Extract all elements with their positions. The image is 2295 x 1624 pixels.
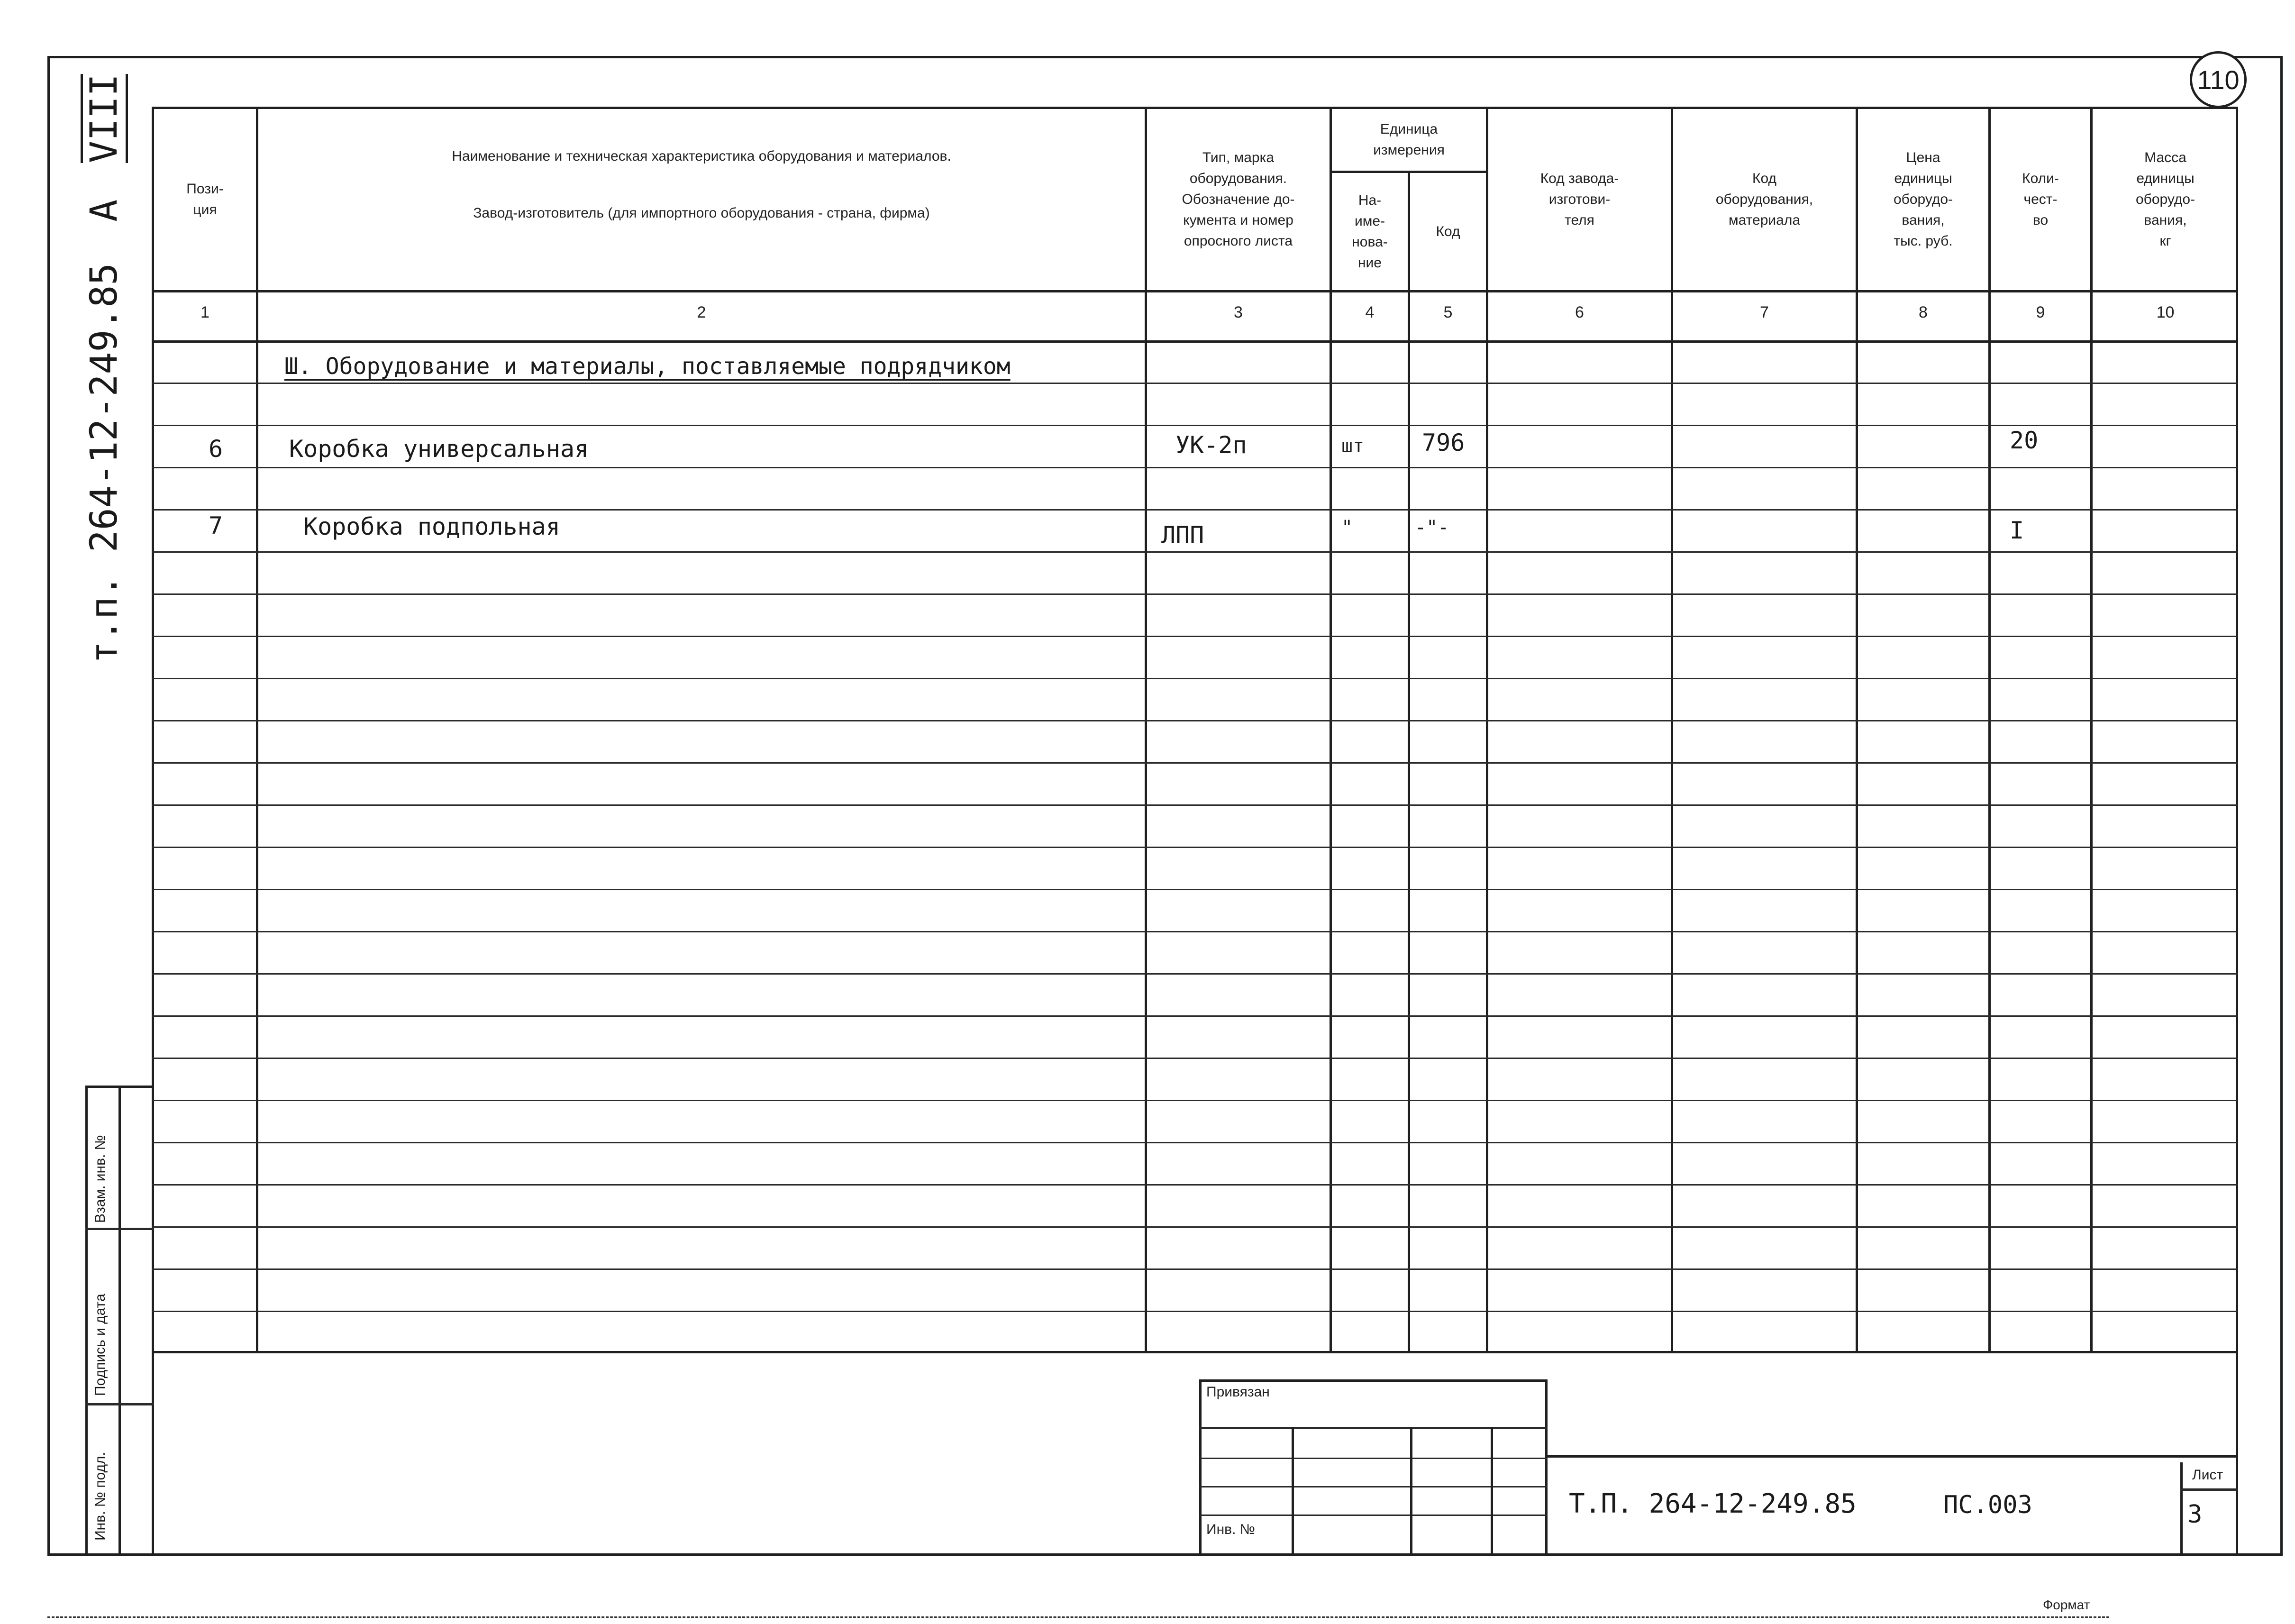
row-line [152,1226,2238,1228]
row-6-unit-code: 796 [1422,429,1465,456]
left-stamp-inv-no: Инв. № подл. [92,1452,108,1541]
row-line [152,1015,2238,1017]
footer-cut-line [47,1616,2109,1618]
colnum-2: 2 [697,303,706,321]
row-line [152,1100,2238,1101]
header-unit-code: Код [1436,223,1460,239]
table-frame [152,107,2238,1556]
col-line [1330,107,1332,1351]
left-stamp-line [85,1228,154,1230]
left-stamp-line [85,1403,154,1405]
colnum-3: 3 [1234,303,1243,321]
row-line [152,1184,2238,1186]
side-code-text: т.п. 264-12-249.85 [83,263,126,664]
row-line [152,1268,2238,1270]
colnum-bottom-line [152,340,2238,343]
col-line [1988,107,1991,1351]
colnum-9: 9 [2036,303,2045,321]
footer-format: Формат [2043,1597,2090,1612]
row-6-type: УК-2п [1175,431,1247,459]
stamp-attached-label: Привязан [1206,1384,1270,1400]
stamp-col [1410,1427,1412,1556]
sheet-number-text: 110 [2197,64,2240,95]
row-line [152,636,2238,637]
col-line [1486,107,1488,1351]
header-type: Тип, марка оборудования. Обозначение до- кумента и номер опросного листа [1182,150,1295,249]
stamp-line [1199,1515,1548,1516]
stamp-inv-label: Инв. № [1206,1522,1255,1537]
row-line [152,1058,2238,1059]
colnum-10: 10 [2156,303,2175,321]
colnum-8: 8 [1919,303,1928,321]
stamp-line [1199,1486,1548,1487]
stamp-sheet-line [2180,1488,2238,1491]
row-line [152,509,2238,511]
row-7-unit-code: -"- [1415,517,1449,538]
row-7-unit: " [1341,517,1353,538]
row-line [152,804,2238,806]
section-title: Ш. Оборудование и материалы, поставляемые подрядчиком [284,353,1011,380]
row-line [152,678,2238,679]
col-line [1408,171,1410,1351]
colnum-1: 1 [200,303,209,321]
row-6-unit: шт [1341,435,1365,457]
col-line [256,107,258,1351]
col-line [1145,107,1147,1351]
row-line [152,847,2238,848]
row-line [152,551,2238,553]
row-line [152,762,2238,764]
row-7-name: Коробка подпольная [303,513,560,540]
left-stamp-replace-inv: Взам. инв. № [92,1135,108,1223]
stamp-line [1199,1427,1548,1429]
row-line [152,720,2238,721]
sheet-number-circle [2190,51,2247,108]
header-name-line1: Наименование и техническая характеристика оборудования и материалов. [452,148,951,164]
col-line [1671,107,1673,1351]
stamp-col [1292,1427,1294,1556]
row-6-position: 6 [209,435,223,463]
header-price: Цена единицы оборудо- вания, тыс. руб. [1893,150,1953,249]
row-line [152,593,2238,595]
header-mass: Масса единицы оборудо- вания, кг [2135,150,2195,249]
colnum-6: 6 [1575,303,1584,321]
row-7-type: ЛПП [1161,521,1204,549]
stamp-sheet-divider [2180,1462,2183,1556]
stamp-top-line [1545,1455,2238,1458]
row-7-quantity: I [2010,517,2024,544]
header-unit-name: На- име- нова- ние [1352,192,1388,271]
row-line [152,931,2238,932]
header-position: Пози- ция [186,181,224,218]
side-code [83,74,126,664]
row-7-position: 7 [209,512,223,539]
header-name-line2: Завод-изготовитель (для импортного оборудования - страна, фирма) [473,205,930,221]
stamp-album: ПС.003 [1943,1491,2032,1519]
row-6-quantity: 20 [2010,427,2039,454]
stamp-sheet-value: 3 [2187,1500,2203,1529]
colnum-4: 4 [1365,303,1375,321]
side-code-letter: А [83,199,126,222]
row-line [152,467,2238,468]
colnum-7: 7 [1760,303,1769,321]
row-line [152,973,2238,975]
col-line [1856,107,1858,1351]
stamp-doc-code: Т.П. 264-12-249.85 [1569,1488,1857,1519]
row-line [152,425,2238,426]
header-unit-group: Единица измерения [1373,121,1445,158]
col-line [2090,107,2093,1351]
row-line [152,1311,2238,1312]
row-line [152,889,2238,890]
colnum-5: 5 [1443,303,1453,321]
row-6-name: Коробка универсальная [289,435,589,463]
stamp-sheet-label: Лист [2192,1467,2223,1483]
row-line [152,1142,2238,1143]
row-line [152,383,2238,384]
left-stamp-divider [118,1086,121,1556]
header-factory-code: Код завода- изготови- теля [1540,171,1619,228]
left-stamp-signature-date: Подпись и дата [92,1294,108,1396]
side-code-roman: VIII [81,74,128,163]
body-bottom-line [152,1351,2238,1353]
stamp-line [1199,1458,1548,1459]
header-equipment-code: Код оборудования, материала [1715,171,1813,228]
stamp-col [1491,1427,1493,1556]
header-bottom-line [152,290,2238,292]
header-quantity: Коли- чест- во [2022,171,2059,228]
